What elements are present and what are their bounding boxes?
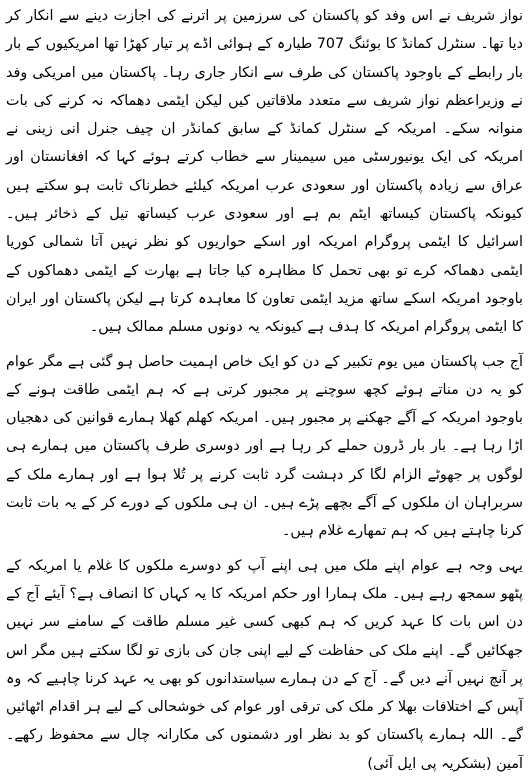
paragraph-2: آج جب پاکستان میں یوم تکبیر کے دن کو ایک خاص اہمیت حاصل ہو گئی ہے مگر عوام کو یہ دن مناتے ہوئے کچھ سوچنے پر مجبور کرتی ہے کہ ہم ایٹمی طاقت ہونے کے باوجود امریکہ کے آگے جھکنے پر مجبور ہیں۔ امریکہ کھلم کھلا ہمارے قوانین کی دھجیاں اڑا رہا ہے۔ بار بار ڈرون حملے کر رہا ہے اور دوسری طرف پاکستان میں ہمارے ہی لوگوں پر جھوٹے الزام لگا کر دہشت گرد ثابت کرنے پر تُلا ہوا ہے اور ہمارے ملک کے سربراہان ان ملکوں کے آگے بچھے پڑے ہیں۔ ان ہی ملکوں کے دورے کر کے یہ بات ثابت کرنا چاہتے ہیں کہ ہم تمھارے غلام ہیں۔ [6, 353, 523, 540]
paragraph-3: یہی وجہ ہے عوام اپنے ملک میں ہی اپنے آپ کو دوسرے ملکوں کا غلام یا امریکہ کے پٹھو سمجھ رہے ہیں۔ ملک ہمارا اور حکم امریکہ کا یہ کہاں کا انصاف ہے؟ آیئے آج کے دن اس بات کا عہد کریں کہ ہم کبھی کسی غیر مسلم طاقت کے سامنے سر نہیں جھکائیں گے۔ اپنے ملک کی حفاظت کے لیے اپنی جان کی بازی تو لگا سکتے ہیں مگر اس پر آنچ نہیں آنے دیں گے۔ آج کے دن ہمارے سیاستدانوں کو بھی یہ عہد کرنا چاہیے کہ وہ آپس کے اختلافات بھلا کر ملک کی ترقی اور عوام کی خوشحالی کے لیے ہر اقدام اٹھائیں گے۔ اللہ ہمارے پاکستان کو بد نظر اور دشمنوں کی مکارانہ چال سے محفوظ رکھے۔ آمین (بشکریہ پی ایل آئی) [6, 557, 523, 772]
paragraph-1: نواز شریف نے اس وفد کو پاکستان کی سرزمین پر اترنے کی اجازت دینے سے انکار کر دیا تھا۔ سنٹرل کمانڈ کا بوئنگ 707 طیارہ کے ہوائی اڈے پر تیار کھڑا تھا امریکیوں کے بار بار رابطے کے باوجود پاکستان کی طرف سے انکار جاری رہا۔ پاکستان میں امریکی وفد نے وزیراعظم نواز شریف سے متعدد ملاقاتیں کیں لیکن ایٹمی دھماکہ نہ کرنے کی بات منوانہ سکے۔ امریکہ کے سنٹرل کمانڈ کے سابق کمانڈر ان چیف جنرل انی زینی نے امریکہ کی ایک یونیورسٹی میں سیمینار سے خطاب کرتے ہوئے کہا کہ افغانستان اور عراق سے زیادہ پاکستان اور سعودی عرب امریکہ کیلئے خطرناک ثابت ہو سکتے ہیں کیونکہ پاکستان کیساتھ ایٹم بم ہے اور سعودی عرب کیساتھ تیل کے ذخائر ہیں۔ اسرائیل کا ایٹمی پروگرام امریکہ اور اسکے حواریوں کو نظر نہیں آتا شمالی کوریا ایٹمی دھماکہ کرے تو بھی تحمل کا مظاہرہ کیا جاتا ہے بھارت کے ایٹمی دھماکوں کے باوجود امریکہ اسکے ساتھ مزید ایٹمی تعاون کا معاہدہ کرتا ہے لیکن پاکستان اور ایران کا ایٹمی پروگرام امریکہ کا ہدف ہے کیونکہ یہ دونوں مسلم ممالک ہیں۔ [6, 8, 524, 336]
